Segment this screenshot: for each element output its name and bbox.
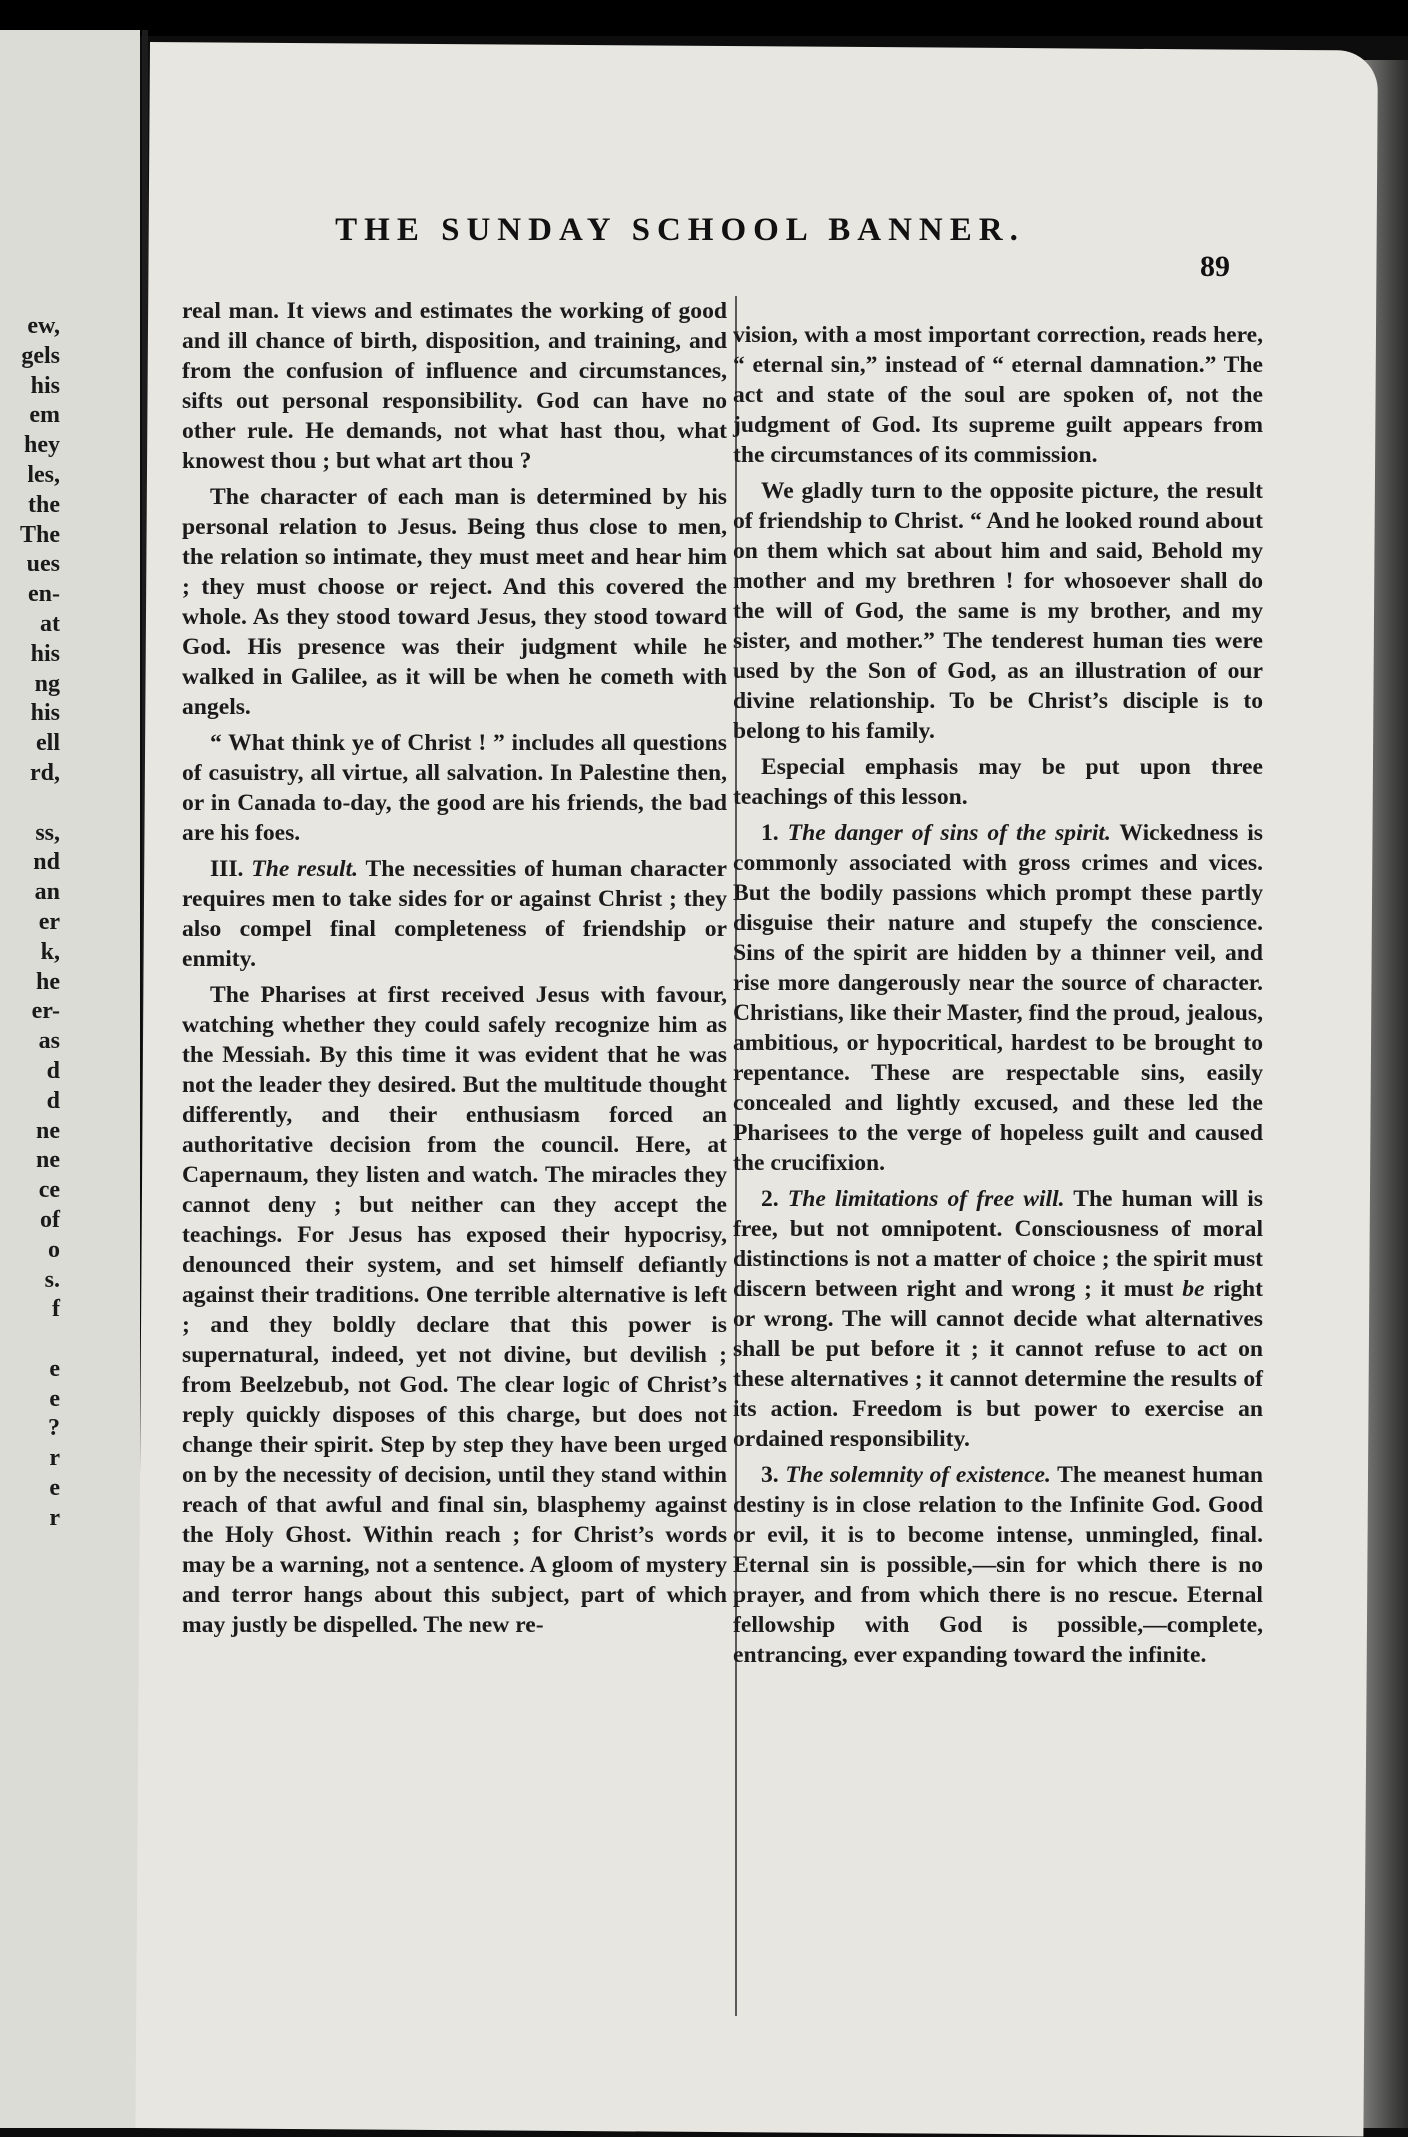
paragraph	[733, 818, 1263, 1178]
previous-page-fragment: r	[49, 1504, 60, 1531]
previous-page-fragment: d	[46, 1087, 60, 1114]
previous-page-fragment: he	[36, 968, 60, 995]
section-number: III.	[210, 856, 244, 882]
previous-page-fragment: o	[48, 1236, 60, 1263]
previous-page-fragment: his	[30, 640, 60, 667]
previous-page-fragment: hey	[24, 432, 60, 459]
list-number: 3.	[761, 1462, 779, 1488]
previous-page-fragment: rd,	[30, 759, 60, 786]
paragraph: real man. It views and estimates the working of good and ill chance of birth, disposition, and training, and from the confusion of influence and circumstances, sifts out personal responsibility. God can have no other rule. He demands, not what hast thou, what knowest thou ; but what art thou ?	[182, 298, 727, 474]
previous-page-fragment: em	[29, 402, 60, 429]
previous-page-fragment: er	[38, 908, 60, 935]
previous-page-edge	[0, 30, 140, 2128]
previous-page-fragment: r	[49, 1445, 60, 1472]
previous-page-fragment: les,	[27, 461, 60, 488]
page-number: 89	[1200, 250, 1230, 283]
paragraph-text: The human will is free, but not omnipotent. Consciousness of moral distinctions is not a matter of choice ; the spirit must discern between right and wrong ; it must	[733, 1186, 1263, 1302]
previous-page-fragment: ce	[38, 1177, 60, 1204]
paragraph	[733, 1460, 1263, 1670]
previous-page-fragment: the	[28, 491, 60, 518]
previous-page-fragment: k,	[40, 938, 60, 965]
list-number: 1.	[761, 820, 779, 846]
previous-page-fragment: en-	[28, 581, 60, 608]
list-number: 2.	[761, 1186, 779, 1212]
previous-page-fragment: ne	[36, 1117, 60, 1144]
previous-page-fragment: ng	[34, 670, 60, 697]
previous-page-fragment: his	[30, 372, 60, 399]
paragraph-text: Wickedness is commonly associated with gross crimes and vices. But the bodily passions which prompt these partly disguise their nature and stupefy the conscience. Sins of the spirit are hidden by a thinner veil, and rise more dangerously near the source of character. Christians, like their Master, find the proud, jealous, ambitious, or hypocritical, hardest to be brought to repentance. These are respectable sins, easily concealed and lightly excused, and these led the Pharisees to the verge of hopeless guilt and caused the crucifixion.	[733, 820, 1263, 1176]
emphasis: be	[1182, 1276, 1205, 1302]
previous-page-fragment: The	[19, 521, 60, 548]
paragraph	[733, 1184, 1263, 1454]
running-head: THE SUNDAY SCHOOL BANNER.	[335, 212, 1025, 248]
previous-page-fragment: ew,	[27, 313, 60, 339]
paragraph-text: right or wrong. The will cannot decide what alternatives shall be put before it ; it cannot refuse to act on these alternatives ; it cannot determine the results of its action. Freedom is but power to exercise an ordained responsibility.	[733, 1276, 1264, 1452]
list-heading: The danger of sins of the spirit.	[787, 820, 1111, 846]
paragraph: vision, with a most important correction, reads here, “ eternal sin,” instead of “ eternal damnation.” The act and state of the soul are spoken of, not the judgment of God. Its supreme guilt appears from the circumstances of its commission.	[733, 322, 1263, 468]
previous-page-fragment: at	[40, 610, 60, 637]
right-column	[733, 320, 1263, 1676]
previous-page-fragment: e	[49, 1475, 60, 1502]
paragraph	[182, 854, 727, 974]
previous-page-fragment: e	[49, 1355, 60, 1382]
paragraph: The Pharises at first received Jesus with favour, watching whether they could safely recognize him as the Messiah. By this time it was evident that he was not the leader they desired. But the multitude thought differently, and their enthusiasm forced an authoritative decision from the council. Here, at Capernaum, they listen and watch. The miracles they cannot deny ; but neither can they accept the teachings. For Jesus has exposed their hypocrisy, denounced their system, and set himself defiantly against their traditions. One terrible alternative is left ; and they boldly declare that this power is supernatural, indeed, yet not divine, but devilish ; from Beelzebub, not God. The clear logic of Christ’s reply quickly disposes of this charge, but does not change their spirit. Step by step they have been urged on by the necessity of decision, until they stand within reach of that awful and final sin, blasphemy against the Holy Ghost. Within reach ; for Christ’s words may be a warning, not a sentence. A gloom of mystery and terror hangs about this subject, part of which may justly be dispelled. The new re-	[182, 982, 727, 1638]
section-heading: The result.	[251, 856, 359, 882]
previous-page-fragment: f	[52, 1296, 60, 1323]
previous-page-fragment: d	[46, 1057, 60, 1084]
previous-page-fragment: s.	[44, 1266, 60, 1293]
previous-page-fragment: ss,	[35, 819, 60, 846]
left-column	[182, 296, 727, 1646]
previous-page-fragment: e	[49, 1385, 60, 1412]
list-heading: The solemnity of existence.	[785, 1462, 1051, 1488]
scan-top-border	[0, 0, 1408, 36]
paragraph: Especial emphasis may be put upon three teachings of this lesson.	[733, 754, 1263, 810]
previous-page-text-fragments	[0, 312, 60, 1534]
previous-page-fragment: er-	[31, 998, 60, 1025]
previous-page-fragment: ell	[36, 730, 60, 757]
paragraph: “ What think ye of Christ ! ” includes all questions of casuistry, all virtue, all salvation. In Palestine then, or in Canada to-day, the good are his friends, the bad are his foes.	[182, 730, 727, 846]
previous-page-fragment: of	[40, 1206, 60, 1233]
previous-page-fragment: his	[30, 700, 60, 727]
previous-page-fragment: ne	[36, 1147, 60, 1174]
paragraph: We gladly turn to the opposite picture, the result of friendship to Christ. “ And he looked round about on them which sat about him and said, Behold my mother and my brethren ! for whosoever shall do the will of God, the same is my brother, and my sister, and mother.” The tenderest human ties were used by the Son of God, as an illustration of our divine relationship. To be Christ’s disciple is to belong to his family.	[733, 478, 1263, 744]
paragraph: The character of each man is determined by his personal relation to Jesus. Being thus close to men, the relation so intimate, they must meet and hear him ; they must choose or reject. And this covered the whole. As they stood toward Jesus, they stood toward God. His presence was their judgment while he walked in Galilee, as it will be when he cometh with angels.	[182, 484, 727, 720]
previous-page-fragment: ?	[48, 1415, 60, 1442]
previous-page-fragment	[0, 1325, 60, 1355]
paragraph-text: The necessities of human character requires men to take sides for or against Christ ; they also compel final completeness of friendship or enmity.	[182, 856, 727, 972]
previous-page-fragment: an	[34, 879, 60, 906]
previous-page-fragment: as	[38, 1028, 60, 1055]
paragraph-text: The meanest human destiny is in close relation to the Infinite God. Good or evil, it is to become intense, unmingled, final. Eternal sin is possible,—sin for which there is no prayer, and from which there is no rescue. Eternal fellowship with God is possible,—complete, entrancing, ever expanding toward the infinite.	[733, 1462, 1264, 1668]
list-heading: The limitations of free will.	[787, 1186, 1065, 1212]
previous-page-fragment	[0, 789, 60, 819]
previous-page-fragment: nd	[33, 849, 60, 876]
previous-page-fragment: ues	[26, 551, 60, 578]
previous-page-fragment: gels	[21, 342, 60, 369]
